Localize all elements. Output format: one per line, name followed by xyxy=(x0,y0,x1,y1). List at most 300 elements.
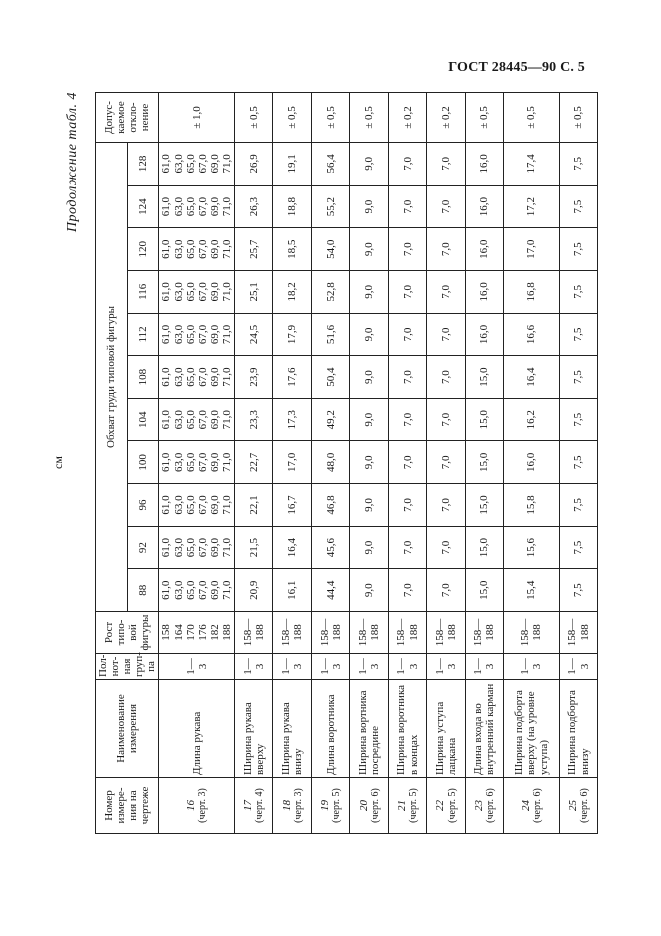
value-cell xyxy=(159,143,235,186)
value-cell xyxy=(465,271,503,314)
measure-value: 18,2 xyxy=(286,282,299,302)
measure-value: 22,1 xyxy=(247,495,260,515)
measure-value: 7,0 xyxy=(401,455,414,470)
measure-value: 15,0 xyxy=(478,495,491,515)
drawing-ref: (черт. 6) xyxy=(485,788,497,823)
measure-value: 7,0 xyxy=(439,583,452,598)
measure-number-cell xyxy=(350,778,388,834)
height-value: 176 xyxy=(196,624,209,641)
value-cell xyxy=(427,441,465,484)
drawing-ref: (черт. 4) xyxy=(254,788,266,823)
chest-size-header: 100 xyxy=(127,441,159,484)
measure-value: 7,5 xyxy=(572,412,585,427)
value-cell xyxy=(159,356,235,399)
value-cell xyxy=(159,228,235,271)
table-row xyxy=(159,93,235,834)
measure-value: 65,0 xyxy=(184,154,197,174)
measure-value: 7,0 xyxy=(401,327,414,342)
measure-value: 15,4 xyxy=(525,580,538,600)
value-cell xyxy=(427,398,465,441)
value-cell xyxy=(559,484,598,527)
measure-value: 21,5 xyxy=(247,537,260,558)
col-header-group: Пол-нот-ная груп-па xyxy=(96,654,159,680)
measure-value: 71,0 xyxy=(220,282,233,302)
value-cell xyxy=(235,271,273,314)
chest-size-header: 104 xyxy=(127,398,159,441)
value-cell xyxy=(504,313,560,356)
measure-value: 7,5 xyxy=(572,157,585,171)
value-cell xyxy=(388,526,426,569)
measure-value: 71,0 xyxy=(220,537,233,558)
measure-value: 52,8 xyxy=(324,282,337,302)
height-value: 182 xyxy=(208,624,221,641)
col-header-num: Номер измере-ния на чертеже xyxy=(96,778,159,834)
measure-value: 7,5 xyxy=(572,327,585,342)
value-cell xyxy=(465,398,503,441)
value-cell xyxy=(504,484,560,527)
measure-value: 15,0 xyxy=(478,367,491,387)
height-cell xyxy=(159,612,235,654)
value-cell xyxy=(559,441,598,484)
measure-value: 17,4 xyxy=(525,154,538,174)
measure-value: 15,0 xyxy=(478,537,491,558)
measure-value: 65,0 xyxy=(184,410,197,430)
col-header-chest: Обхват груди типовой фигуры xyxy=(96,143,128,612)
measure-value: 51,6 xyxy=(324,324,337,345)
chest-size-header: 112 xyxy=(127,313,159,356)
height-value: 158—188 xyxy=(395,618,420,647)
value-cell xyxy=(504,569,560,612)
value-cell xyxy=(235,398,273,441)
value-cell xyxy=(311,185,349,228)
measure-value: 65,0 xyxy=(184,196,197,217)
value-cell xyxy=(504,398,560,441)
value-cell xyxy=(504,271,560,314)
measure-value: 16,0 xyxy=(478,239,491,259)
value-cell xyxy=(235,569,273,612)
measure-value: 16,0 xyxy=(478,154,491,174)
value-cell xyxy=(388,356,426,399)
value-cell xyxy=(427,271,465,314)
height-value: 158 xyxy=(160,624,173,641)
measure-value: 9,0 xyxy=(363,540,376,555)
value-cell xyxy=(559,313,598,356)
tolerance-cell: ± 0,5 xyxy=(311,93,349,143)
measure-value: 50,4 xyxy=(324,367,337,387)
measure-value: 9,0 xyxy=(363,284,376,299)
drawing-ref: (черт. 6) xyxy=(369,788,381,823)
measure-number-cell xyxy=(235,778,273,834)
measure-value: 67,0 xyxy=(196,196,209,217)
value-cell xyxy=(350,228,388,271)
measure-value: 61,0 xyxy=(160,239,173,259)
value-cell xyxy=(465,526,503,569)
chest-size-header: 88 xyxy=(127,569,159,612)
value-cell xyxy=(427,356,465,399)
value-cell xyxy=(388,271,426,314)
group-cell: 1—3 xyxy=(388,654,426,680)
measure-value: 26,9 xyxy=(247,154,260,174)
measure-value: 63,0 xyxy=(172,367,185,387)
value-cell xyxy=(350,526,388,569)
value-cell xyxy=(350,569,388,612)
measure-name: Ширина уступа лацкана xyxy=(427,680,465,778)
measure-number: 17 xyxy=(242,800,255,811)
value-cell xyxy=(273,271,311,314)
table-row xyxy=(504,93,560,834)
measure-value: 9,0 xyxy=(363,498,376,512)
measure-value: 7,5 xyxy=(572,284,585,299)
height-value: 158—188 xyxy=(241,618,266,647)
measure-name: Длина воротника xyxy=(311,680,349,778)
measure-value: 26,3 xyxy=(247,196,260,217)
measure-value: 16,1 xyxy=(286,580,299,600)
measure-number: 22 xyxy=(434,800,447,811)
value-cell xyxy=(559,356,598,399)
value-cell xyxy=(159,313,235,356)
value-cell xyxy=(159,185,235,228)
measure-value: 17,2 xyxy=(525,196,538,217)
measure-value: 65,0 xyxy=(184,580,197,600)
group-cell: 1—3 xyxy=(350,654,388,680)
measure-number: 25 xyxy=(566,800,579,811)
value-cell xyxy=(311,228,349,271)
measure-value: 65,0 xyxy=(184,239,197,259)
measure-number-cell xyxy=(427,778,465,834)
measure-value: 17,9 xyxy=(286,324,299,345)
measure-value: 69,0 xyxy=(208,495,221,515)
measure-value: 69,0 xyxy=(208,282,221,302)
measure-value: 7,0 xyxy=(439,455,452,470)
measure-value: 15,0 xyxy=(478,410,491,430)
value-cell xyxy=(388,484,426,527)
measure-value: 17,3 xyxy=(286,410,299,430)
height-cell xyxy=(311,612,349,654)
measure-number-cell xyxy=(273,778,311,834)
measure-value: 46,8 xyxy=(324,495,337,515)
value-cell xyxy=(504,526,560,569)
measure-value: 61,0 xyxy=(160,154,173,174)
value-cell xyxy=(504,228,560,271)
drawing-ref: (черт. 6) xyxy=(579,788,591,823)
measure-name: Длина входа во внутренний карман xyxy=(465,680,503,778)
measure-value: 63,0 xyxy=(172,495,185,515)
measure-value: 7,5 xyxy=(572,370,585,384)
measure-value: 23,9 xyxy=(247,367,260,387)
value-cell xyxy=(159,441,235,484)
measure-number: 19 xyxy=(319,800,332,811)
measure-value: 71,0 xyxy=(220,410,233,430)
value-cell xyxy=(559,526,598,569)
measure-value: 16,8 xyxy=(525,282,538,302)
value-cell xyxy=(388,398,426,441)
value-cell xyxy=(559,143,598,186)
measure-value: 7,0 xyxy=(439,498,452,512)
group-cell: 1—3 xyxy=(465,654,503,680)
measure-value: 9,0 xyxy=(363,370,376,384)
value-cell xyxy=(465,143,503,186)
col-header-tolerance: Допус-каемое откло-нение xyxy=(96,93,159,143)
value-cell xyxy=(388,441,426,484)
measure-value: 7,5 xyxy=(572,455,585,470)
value-cell xyxy=(388,185,426,228)
value-cell xyxy=(388,313,426,356)
chest-size-header: 116 xyxy=(127,271,159,314)
measure-value: 67,0 xyxy=(196,537,209,558)
measure-value: 61,0 xyxy=(160,282,173,302)
value-cell xyxy=(350,271,388,314)
chest-size-header: 120 xyxy=(127,228,159,271)
measure-name: Ширина рукава внизу xyxy=(273,680,311,778)
measure-value: 71,0 xyxy=(220,196,233,217)
measure-value: 16,0 xyxy=(478,324,491,345)
measure-value: 18,5 xyxy=(286,239,299,259)
height-cell xyxy=(559,612,598,654)
measure-value: 67,0 xyxy=(196,367,209,387)
value-cell xyxy=(465,313,503,356)
measure-value: 69,0 xyxy=(208,239,221,259)
measure-value: 7,5 xyxy=(572,242,585,257)
value-cell xyxy=(427,185,465,228)
value-cell xyxy=(427,228,465,271)
measure-value: 61,0 xyxy=(160,410,173,430)
measure-value: 7,5 xyxy=(572,540,585,555)
value-cell xyxy=(504,143,560,186)
col-header-name: Наименование измерения xyxy=(96,680,159,778)
value-cell xyxy=(235,313,273,356)
value-cell xyxy=(159,569,235,612)
value-cell xyxy=(465,228,503,271)
value-cell xyxy=(504,185,560,228)
drawing-ref: (черт. 3) xyxy=(292,788,304,823)
measure-value: 71,0 xyxy=(220,324,233,345)
height-cell xyxy=(235,612,273,654)
value-cell xyxy=(427,484,465,527)
measure-value: 18,8 xyxy=(286,196,299,217)
measure-value: 15,8 xyxy=(525,495,538,515)
measure-number: 20 xyxy=(357,800,370,811)
value-cell xyxy=(311,484,349,527)
value-cell xyxy=(273,484,311,527)
tolerance-cell: ± 0,5 xyxy=(559,93,598,143)
value-cell xyxy=(273,313,311,356)
value-cell xyxy=(388,228,426,271)
value-cell xyxy=(311,526,349,569)
measure-value: 61,0 xyxy=(160,324,173,345)
value-cell xyxy=(465,569,503,612)
value-cell xyxy=(504,356,560,399)
tolerance-cell: ± 0,5 xyxy=(235,93,273,143)
table-body xyxy=(159,93,598,834)
table-row xyxy=(273,93,311,834)
table-row xyxy=(350,93,388,834)
measure-value: 65,0 xyxy=(184,282,197,302)
measure-value: 71,0 xyxy=(220,367,233,387)
group-cell: 1—3 xyxy=(235,654,273,680)
measure-number: 18 xyxy=(280,800,293,811)
measure-value: 20,9 xyxy=(247,580,260,600)
measure-value: 63,0 xyxy=(172,452,185,472)
table-area xyxy=(51,92,591,834)
value-cell xyxy=(559,569,598,612)
measure-value: 71,0 xyxy=(220,154,233,174)
measure-value: 67,0 xyxy=(196,452,209,472)
measure-value: 67,0 xyxy=(196,154,209,174)
measure-value: 65,0 xyxy=(184,367,197,387)
value-cell xyxy=(235,526,273,569)
measure-value: 71,0 xyxy=(220,239,233,259)
height-value: 158—188 xyxy=(472,618,497,647)
value-cell xyxy=(235,228,273,271)
measure-value: 16,7 xyxy=(286,495,299,515)
measure-value: 69,0 xyxy=(208,324,221,345)
measure-value: 7,0 xyxy=(401,498,414,512)
group-cell: 1—3 xyxy=(427,654,465,680)
measure-name: Ширина подборта вверху (на уровне уступа) xyxy=(504,680,560,778)
measure-value: 7,5 xyxy=(572,199,585,214)
measure-number-cell xyxy=(159,778,235,834)
value-cell xyxy=(235,356,273,399)
value-cell xyxy=(465,356,503,399)
measure-value: 15,0 xyxy=(478,452,491,472)
measure-value: 16,4 xyxy=(286,537,299,558)
value-cell xyxy=(311,271,349,314)
measure-number: 16 xyxy=(185,800,198,811)
height-cell xyxy=(388,612,426,654)
value-cell xyxy=(273,569,311,612)
value-cell xyxy=(559,398,598,441)
measure-value: 9,0 xyxy=(363,242,376,257)
height-cell xyxy=(273,612,311,654)
value-cell xyxy=(311,398,349,441)
tolerance-cell: ± 1,0 xyxy=(159,93,235,143)
measure-value: 24,5 xyxy=(247,324,260,345)
drawing-ref: (черт. 5) xyxy=(446,788,458,823)
height-cell xyxy=(350,612,388,654)
value-cell xyxy=(504,441,560,484)
col-header-height: Рост типо-вой фигуры xyxy=(96,612,159,654)
measure-value: 61,0 xyxy=(160,452,173,472)
value-cell xyxy=(465,441,503,484)
height-value: 158—188 xyxy=(318,618,343,647)
height-value: 164 xyxy=(172,624,185,641)
measure-value: 15,0 xyxy=(478,580,491,600)
measure-value: 9,0 xyxy=(363,327,376,342)
measure-value: 67,0 xyxy=(196,282,209,302)
measure-value: 69,0 xyxy=(208,154,221,174)
value-cell xyxy=(559,185,598,228)
measure-number-cell xyxy=(388,778,426,834)
tolerance-cell: ± 0,5 xyxy=(504,93,560,143)
measure-value: 23,3 xyxy=(247,410,260,430)
height-value: 158—188 xyxy=(566,618,591,647)
measure-value: 63,0 xyxy=(172,239,185,259)
value-cell xyxy=(235,441,273,484)
value-cell xyxy=(159,526,235,569)
measure-value: 7,0 xyxy=(439,540,452,555)
value-cell xyxy=(235,143,273,186)
measure-number-cell xyxy=(465,778,503,834)
measure-value: 9,0 xyxy=(363,412,376,427)
value-cell xyxy=(559,228,598,271)
value-cell xyxy=(350,484,388,527)
measure-name: Ширина вортника посредине xyxy=(350,680,388,778)
measure-value: 55,2 xyxy=(324,196,337,217)
measure-name: Ширина рукава вверху xyxy=(235,680,273,778)
measure-value: 65,0 xyxy=(184,324,197,345)
unit-label: см xyxy=(51,456,65,469)
measurements-table xyxy=(95,92,598,834)
measure-value: 71,0 xyxy=(220,580,233,600)
measure-name: Длина рукава xyxy=(159,680,235,778)
measure-value: 69,0 xyxy=(208,196,221,217)
drawing-ref: (черт. 5) xyxy=(331,788,343,823)
value-cell xyxy=(350,356,388,399)
rotated-table-block xyxy=(51,92,591,834)
measure-value: 67,0 xyxy=(196,324,209,345)
value-cell xyxy=(350,398,388,441)
measure-number-cell xyxy=(559,778,598,834)
tolerance-cell: ± 0,5 xyxy=(465,93,503,143)
measure-value: 7,0 xyxy=(439,199,452,214)
measure-value: 17,6 xyxy=(286,367,299,387)
chest-size-header: 92 xyxy=(127,526,159,569)
measure-number-cell xyxy=(504,778,560,834)
value-cell xyxy=(465,185,503,228)
measure-value: 71,0 xyxy=(220,495,233,515)
measure-value: 7,0 xyxy=(439,370,452,384)
measure-number: 23 xyxy=(472,800,485,811)
measure-value: 67,0 xyxy=(196,580,209,600)
measure-value: 71,0 xyxy=(220,452,233,472)
measure-value: 49,2 xyxy=(324,410,337,430)
measure-value: 17,0 xyxy=(525,239,538,259)
measure-value: 9,0 xyxy=(363,157,376,171)
measure-value: 65,0 xyxy=(184,452,197,472)
value-cell xyxy=(350,185,388,228)
measure-value: 69,0 xyxy=(208,580,221,600)
measure-value: 7,0 xyxy=(401,540,414,555)
height-value: 158—188 xyxy=(433,618,459,647)
measure-value: 65,0 xyxy=(184,537,197,558)
measure-value: 9,0 xyxy=(363,583,376,598)
measure-value: 9,0 xyxy=(363,455,376,470)
height-cell xyxy=(504,612,560,654)
group-cell: 1—3 xyxy=(504,654,560,680)
measure-value: 7,0 xyxy=(401,284,414,299)
drawing-ref: (черт. 5) xyxy=(408,788,420,823)
table-caption: Продолжение табл. 4 xyxy=(65,92,80,233)
value-cell xyxy=(235,185,273,228)
tolerance-cell: ± 0,5 xyxy=(350,93,388,143)
tolerance-cell: ± 0,5 xyxy=(273,93,311,143)
value-cell xyxy=(350,313,388,356)
group-cell: 1—3 xyxy=(159,654,235,680)
measure-name: Ширина воротника в концах xyxy=(388,680,426,778)
page-header: ГОСТ 28445—90 С. 5 xyxy=(448,60,585,75)
table-row xyxy=(465,93,503,834)
header-row-1 xyxy=(96,93,128,834)
value-cell xyxy=(273,441,311,484)
measure-value: 67,0 xyxy=(196,410,209,430)
value-cell xyxy=(427,313,465,356)
value-cell xyxy=(273,398,311,441)
value-cell xyxy=(427,569,465,612)
measure-value: 25,1 xyxy=(247,282,260,302)
measure-value: 16,6 xyxy=(525,324,538,345)
measure-value: 61,0 xyxy=(160,537,173,558)
tolerance-cell: ± 0,2 xyxy=(427,93,465,143)
